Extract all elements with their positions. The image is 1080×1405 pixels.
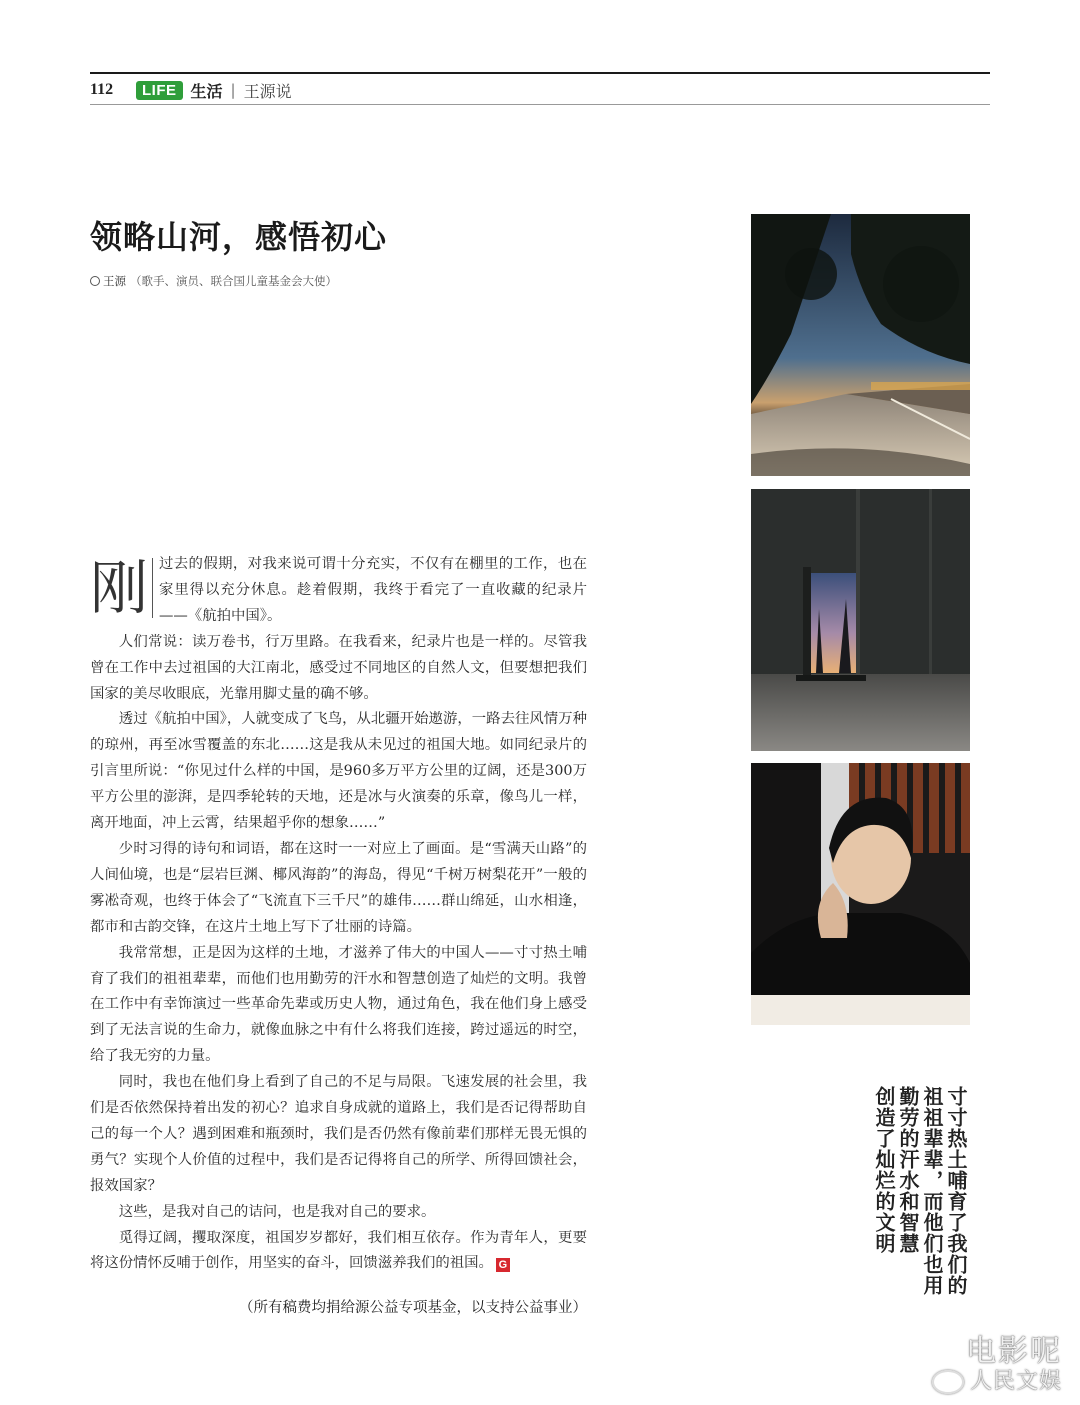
paragraph-8-text: 觅得辽阔，攫取深度，祖国岁岁都好，我们相互依存。作为青年人，更要将这份情怀反哺于创作，用坚实的奋斗，回馈滋养我们的祖国。 [90,1229,587,1272]
donation-note: （所有稿费均捐给源公益专项基金，以支持公益事业） [239,1300,587,1316]
watermark [932,1335,1062,1395]
paragraph-5: 我常常想，正是因为这样的土地，才滋养了伟大的中国人——寸寸热土哺育了我们的祖祖辈辈，而他们也用勤劳的汗水和智慧创造了灿烂的文明。我曾在工作中有幸饰演过一些革命先辈或历史人物，通过角色，我在他们身上感受到了无法言说的生命力，就像血脉之中有什么将我们连接，跨过遥远的时空，给了我无穷的力量。 [90,944,587,1065]
byline [90,273,337,289]
photo-dark-doorway [751,489,970,751]
page-header [90,78,292,102]
watermark-line-2 [932,1369,1062,1395]
article-body [90,552,587,1277]
page-number: 112 [90,81,114,98]
pull-quote-line-1: 寸寸热土哺育了我们的 [944,1086,968,1296]
article-title: 领略山河，感悟初心 [90,218,388,256]
header-bottom-rule [90,104,990,105]
header-separator: | [230,81,236,99]
paragraph-2: 人们常说：读万卷书，行万里路。在我看来，纪录片也是一样的。尽管我曾在工作中去过祖国的大江南北，感受过不同地区的自然人文，但要想把我们国家的美尽收眼底，光靠用脚丈量的确不够。 [90,633,587,702]
weibo-icon [932,1370,964,1394]
paragraph-4: 少时习得的诗句和词语，都在这时一一对应上了画面。是“雪满天山路”的人间仙境，也是“层岩巨渊、椰风海韵”的海岛，得见“千树万树梨花开”一般的雾凇奇观，也终于体会了“飞流直下三千尺”的雄伟……群山绵延，山水相逢，都市和古韵交锋，在这片土地上写下了壮丽的诗篇。 [90,840,587,935]
life-badge: LIFE [136,81,183,100]
section-name: 生活 [190,81,223,101]
photo-portrait [751,763,970,1025]
author-name: 王源 [103,274,126,288]
end-mark-icon: G [496,1258,510,1272]
paragraph-7: 这些，是我对自己的诘问，也是我对自己的要求。 [118,1203,436,1220]
author-role: （歌手、演员、联合国儿童基金会大使） [130,274,337,288]
pull-quote-line-4: 创造了灿烂的文明 [872,1086,896,1254]
paragraph-1 [90,552,587,630]
pull-quote-column-2 [872,1086,920,1254]
column-name: 王源说 [243,81,292,101]
byline-circle-icon [90,276,100,286]
pull-quote-line-2: 祖祖辈辈，而他们也用 [920,1086,944,1296]
paragraph-6: 同时，我也在他们身上看到了自己的不足与局限。飞速发展的社会里，我们是否依然保持着出发的初心？追求自身成就的道路上，我们是否记得帮助自己的每一个人？遇到困难和瓶颈时，我们是否仍然有像前辈们那样无畏无惧的勇气？实现个人价值的过程中，我们是否记得将自己的所学、所得回馈社会，报效国家？ [90,1074,587,1194]
drop-cap: 刚 [90,558,153,618]
paragraph-8 [90,1226,587,1278]
watermark-line-2-text: 人民文娱 [969,1369,1062,1394]
pull-quote-column-1 [920,1086,968,1296]
pull-quote-line-3: 勤劳的汗水和智慧 [896,1086,920,1254]
watermark-line-1: 电影呢 [966,1334,1062,1369]
photo-night-road [751,214,970,476]
paragraph-1-text: 过去的假期，对我来说可谓十分充实，不仅有在棚里的工作，也在家里得以充分休息。趁着假期，我终于看完了一直收藏的纪录片——《航拍中国》。 [159,556,587,624]
paragraph-3: 透过《航拍中国》，人就变成了飞鸟，从北疆开始遨游，一路去往风情万种的琼州，再至冰雪覆盖的东北……这是我从未见过的祖国大地。如同纪录片的引言里所说：“你见过什么样的中国，是960多万平方公里的辽阔，还是300万平方公里的澎湃，是四季轮转的天地，还是冰与火演奏的乐章，像鸟儿一样，离开地面，冲上云霄，结果超乎你的想象……” [90,711,587,832]
header-top-rule [90,72,990,74]
